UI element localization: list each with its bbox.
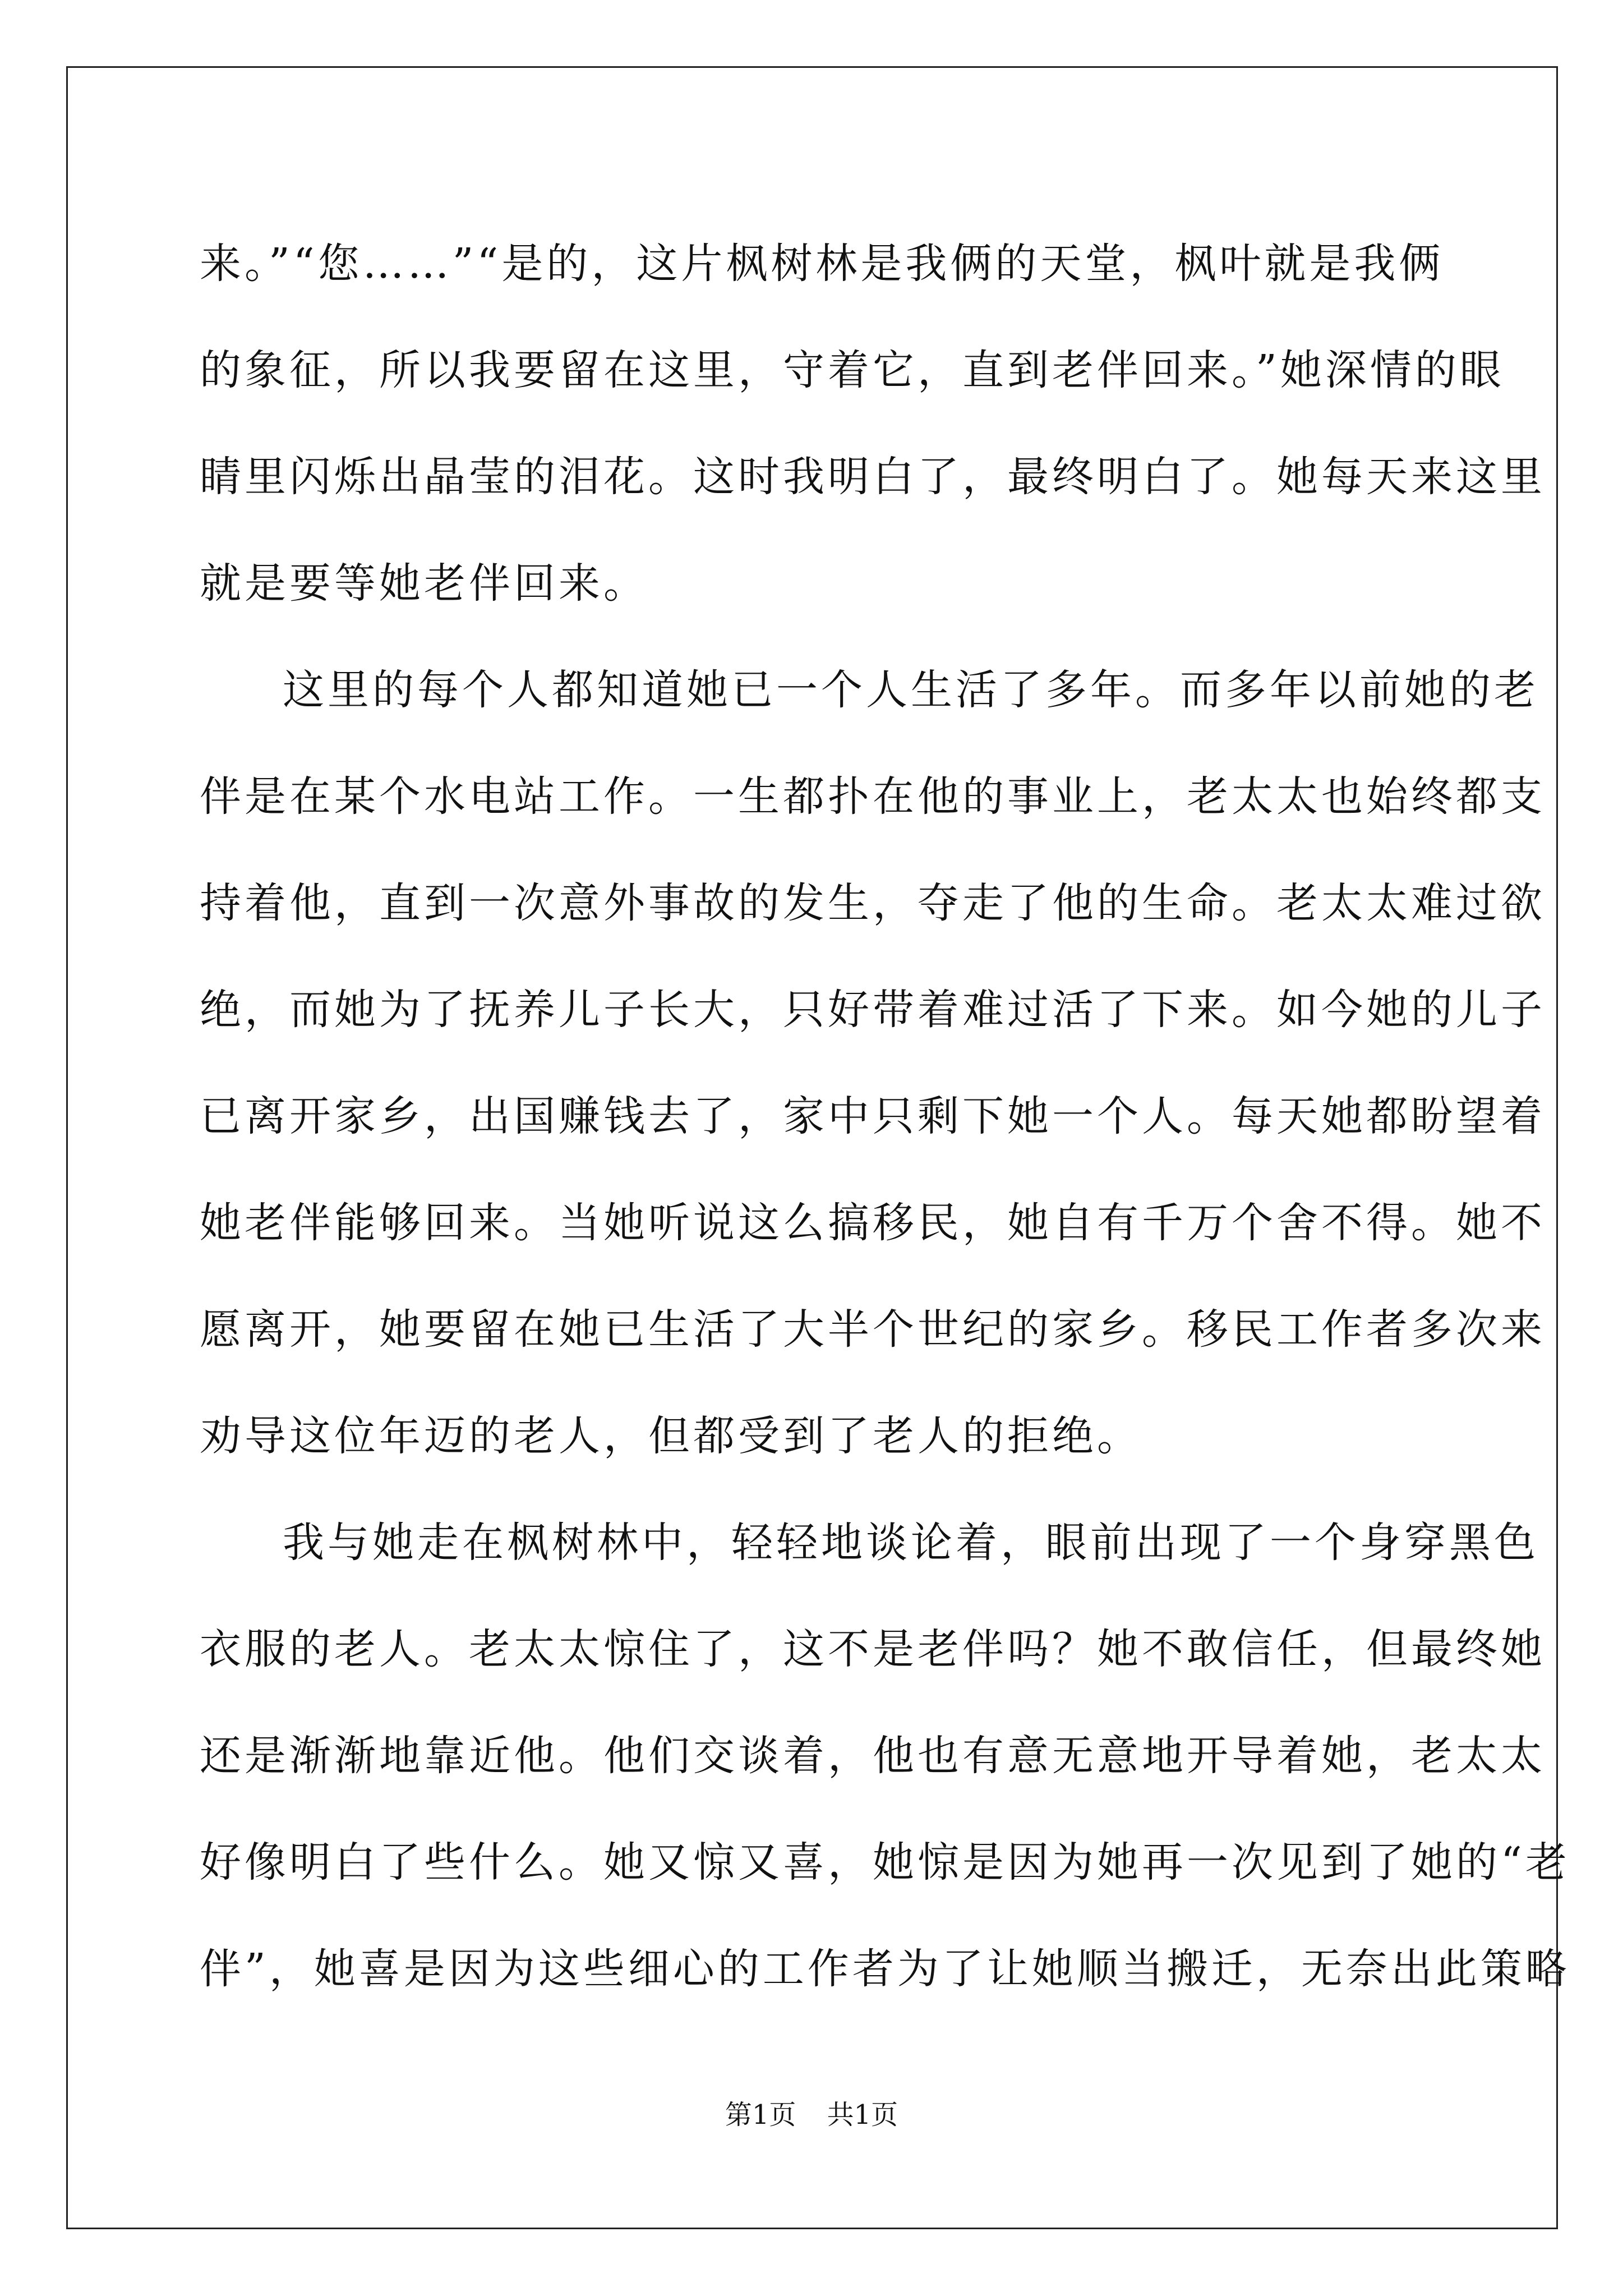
text-line: 衣服的老人。老太太惊住了，这不是老伴吗？她不敢信任，但最终她 <box>200 1625 1546 1673</box>
paragraph-start-line: 这里的每个人都知道她已一个人生活了多年。而多年以前她的老 <box>283 666 1539 714</box>
paragraph-start-line: 我与她走在枫树林中，轻轻地谈论着，眼前出现了一个身穿黑色 <box>283 1519 1539 1567</box>
text-line: 伴”，她喜是因为这些细心的工作者为了让她顺当搬迁，无奈出此策略 <box>200 1945 1570 1993</box>
text-line: 好像明白了些什么。她又惊又喜，她惊是因为她再一次见到了她的“老 <box>200 1838 1570 1887</box>
document-body <box>200 210 1570 2022</box>
text-line: 劝导这位年迈的老人，但都受到了老人的拒绝。 <box>200 1412 1142 1460</box>
text-line: 还是渐渐地靠近他。他们交谈着，他也有意无意地开导着她，老太太 <box>200 1732 1546 1780</box>
page-footer <box>0 2098 1623 2132</box>
text-line: 就是要等她老伴回来。 <box>200 559 648 608</box>
page-total: 共1页 <box>827 2099 898 2131</box>
text-line: 绝，而她为了抚养儿子长大，只好带着难过活了下来。如今她的儿子 <box>200 986 1546 1034</box>
text-line: 持着他，直到一次意外事故的发生，夺走了他的生命。老太太难过欲 <box>200 879 1546 927</box>
text-line: 睛里闪烁出晶莹的泪花。这时我明白了，最终明白了。她每天来这里 <box>200 453 1546 501</box>
text-line: 来。”“您……”“是的，这片枫树林是我俩的天堂，枫叶就是我俩 <box>200 240 1444 288</box>
text-line: 的象征，所以我要留在这里，守着它，直到老伴回来。”她深情的眼 <box>200 346 1505 394</box>
text-line: 愿离开，她要留在她已生活了大半个世纪的家乡。移民工作者多次来 <box>200 1305 1546 1354</box>
text-line: 已离开家乡，出国赚钱去了，家中只剩下她一个人。每天她都盼望着 <box>200 1092 1546 1140</box>
text-line: 伴是在某个水电站工作。一生都扑在他的事业上，老太太也始终都支 <box>200 772 1546 821</box>
text-line: 她老伴能够回来。当她听说这么搞移民，她自有千万个舍不得。她不 <box>200 1199 1546 1247</box>
page-number: 第1页 <box>725 2099 796 2131</box>
